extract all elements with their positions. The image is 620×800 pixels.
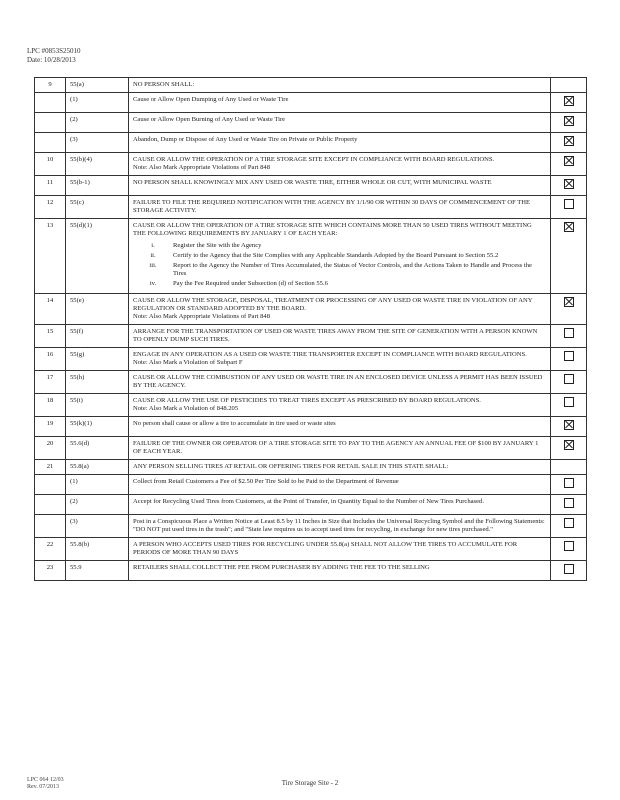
item-number: 17 xyxy=(35,371,66,394)
requirement-text: Register the Site with the Agency xyxy=(173,242,262,249)
violation-text: ANY PERSON SELLING TIRES AT RETAIL OR OFFERING TIRES FOR RETAIL SALE IN THIS STATE SHALL: xyxy=(133,463,449,470)
unchecked-checkbox[interactable] xyxy=(564,478,574,488)
violation-description xyxy=(129,348,551,371)
requirement-numeral: iv. xyxy=(149,280,157,287)
item-number: 10 xyxy=(35,153,66,176)
item-number: 21 xyxy=(35,460,66,475)
violation-text: FAILURE OF THE OWNER OR OPERATOR OF A TIRE STORAGE SITE TO PAY TO THE AGENCY AN ANNUAL FEE OF $100 BY JANUARY 1 OF EACH YEAR. xyxy=(133,440,539,455)
violation-row xyxy=(35,176,587,196)
unchecked-checkbox[interactable] xyxy=(564,564,574,574)
checked-checkbox[interactable] xyxy=(564,440,574,450)
violation-text: CAUSE OR ALLOW THE USE OF PESTICIDES TO TREAT TIRES EXCEPT AS PRESCRIBED BY BOARD REGULATIONS. xyxy=(133,397,481,404)
unchecked-checkbox[interactable] xyxy=(564,397,574,407)
requirement-text: Report to the Agency the Number of Tires Accumulated, the Status of Vector Controls, and the Actions Taken to Handle and Process the Tires xyxy=(173,262,532,277)
checked-checkbox[interactable] xyxy=(564,297,574,307)
checked-checkbox[interactable] xyxy=(564,222,574,232)
item-number xyxy=(35,133,66,153)
requirement-item xyxy=(133,262,546,278)
violation-text: CAUSE OR ALLOW THE STORAGE, DISPOSAL, TREATMENT OR PROCESSING OF ANY USED OR WASTE TIRE IN VIOLATION OF ANY REGULATION OR STANDARD ADOPTED BY THE BOARD. xyxy=(133,297,533,312)
violation-row xyxy=(35,153,587,176)
violation-description xyxy=(129,371,551,394)
violation-row xyxy=(35,495,587,515)
footer-revision: Rev. 07/2013 xyxy=(27,784,59,790)
checked-checkbox[interactable] xyxy=(564,156,574,166)
header-date: Date: 10/28/2013 xyxy=(27,56,76,64)
header-lpc-number: LPC #0853S25010 xyxy=(27,47,81,55)
violation-row xyxy=(35,93,587,113)
unchecked-checkbox[interactable] xyxy=(564,199,574,209)
violation-text: Cause or Allow Open Dumping of Any Used or Waste Tire xyxy=(133,96,289,103)
violation-description xyxy=(129,294,551,325)
violation-note: Note: Also Mark a Violation of 848.205 xyxy=(133,405,239,412)
item-number: 15 xyxy=(35,325,66,348)
unchecked-checkbox[interactable] xyxy=(564,541,574,551)
violation-row xyxy=(35,219,587,294)
section-reference: 55(a) xyxy=(66,78,129,93)
violation-row xyxy=(35,348,587,371)
checkbox-cell xyxy=(551,93,587,113)
section-reference: (1) xyxy=(66,93,129,113)
checkbox-cell xyxy=(551,538,587,561)
checkbox-cell xyxy=(551,371,587,394)
requirement-text: Certify to the Agency that the Site Complies with any Applicable Standards Adopted by the Board Pursuant to Section 55.2 xyxy=(173,252,499,259)
violation-description xyxy=(129,460,551,475)
violation-row xyxy=(35,475,587,495)
violation-description xyxy=(129,538,551,561)
violation-row xyxy=(35,78,587,93)
violation-text: Post in a Conspicuous Place a Written Notice at Least 8.5 by 11 Inches in Size that Includes the Universal Recycling Symbol and the Following Statements: "DO NOT put used tires in the trash"; and "State law requires us to accept used tires for recycling, in exchange for new tires purchased." xyxy=(133,518,545,533)
item-number xyxy=(35,113,66,133)
checkbox-cell xyxy=(551,460,587,475)
section-reference: 55(e) xyxy=(66,294,129,325)
violation-row xyxy=(35,196,587,219)
checkbox-cell xyxy=(551,515,587,538)
violation-text: RETAILERS SHALL COLLECT THE FEE FROM PURCHASER BY ADDING THE FEE TO THE SELLING xyxy=(133,564,430,571)
section-reference: 55.8(a) xyxy=(66,460,129,475)
requirement-item xyxy=(133,280,546,288)
violation-row xyxy=(35,294,587,325)
violation-description xyxy=(129,325,551,348)
checkbox-cell xyxy=(551,196,587,219)
checkbox-cell xyxy=(551,325,587,348)
footer-page-label: Tire Storage Site - 2 xyxy=(281,779,339,787)
item-number: 9 xyxy=(35,78,66,93)
violation-description xyxy=(129,495,551,515)
violation-description xyxy=(129,133,551,153)
checkbox-cell xyxy=(551,176,587,196)
violation-text: Collect from Retail Customers a Fee of $2.50 Per Tire Sold to be Paid to the Department of Revenue xyxy=(133,478,399,485)
unchecked-checkbox[interactable] xyxy=(564,374,574,384)
violation-text: Abandon, Dump or Dispose of Any Used or Waste Tire on Private or Public Property xyxy=(133,136,358,143)
item-number: 22 xyxy=(35,538,66,561)
checkbox-cell xyxy=(551,394,587,417)
unchecked-checkbox[interactable] xyxy=(564,328,574,338)
section-reference: (3) xyxy=(66,133,129,153)
violation-description xyxy=(129,417,551,437)
item-number: 18 xyxy=(35,394,66,417)
item-number: 20 xyxy=(35,437,66,460)
checked-checkbox[interactable] xyxy=(564,116,574,126)
violation-description xyxy=(129,515,551,538)
item-number: 12 xyxy=(35,196,66,219)
violation-description xyxy=(129,93,551,113)
violation-row xyxy=(35,113,587,133)
unchecked-checkbox[interactable] xyxy=(564,351,574,361)
violation-text: Accept for Recycling Used Tires from Customers, at the Point of Transfer, in Quantity Equal to the Number of New Tires Purchased. xyxy=(133,498,484,505)
violation-description xyxy=(129,394,551,417)
violation-row xyxy=(35,325,587,348)
section-reference: 55.8(b) xyxy=(66,538,129,561)
item-number: 11 xyxy=(35,176,66,196)
section-reference: 55(d)(1) xyxy=(66,219,129,294)
section-reference: 55(f) xyxy=(66,325,129,348)
requirement-numeral: ii. xyxy=(150,252,156,259)
section-reference: (3) xyxy=(66,515,129,538)
checkbox-cell xyxy=(551,417,587,437)
violation-text: ARRANGE FOR THE TRANSPORTATION OF USED OR WASTE TIRES AWAY FROM THE SITE OF GENERATION WITH A PERSON KNOWN TO OPENLY DUMP SUCH TIRES. xyxy=(133,328,538,343)
item-number: 16 xyxy=(35,348,66,371)
item-number xyxy=(35,495,66,515)
violation-description xyxy=(129,219,551,294)
section-reference: (2) xyxy=(66,495,129,515)
violation-text: CAUSE OR ALLOW THE OPERATION OF A TIRE STORAGE SITE EXCEPT IN COMPLIANCE WITH BOARD REGULATIONS. xyxy=(133,156,495,163)
section-reference: 55(b-1) xyxy=(66,176,129,196)
violation-row xyxy=(35,133,587,153)
violation-text: NO PERSON SHALL KNOWINGLY MIX ANY USED OR WASTE TIRE, EITHER WHOLE OR CUT, WITH MUNICIPAL WASTE xyxy=(133,179,492,186)
violation-row xyxy=(35,460,587,475)
checkbox-cell xyxy=(551,348,587,371)
violation-row xyxy=(35,561,587,581)
violation-text: No person shall cause or allow a tire to accumulate in tire used or waste sites xyxy=(133,420,336,427)
violation-description xyxy=(129,475,551,495)
unchecked-checkbox[interactable] xyxy=(564,518,574,528)
violation-description xyxy=(129,153,551,176)
violation-text: CAUSE OR ALLOW THE COMBUSTION OF ANY USED OR WASTE TIRE IN AN ENCLOSED DEVICE UNLESS A PERMIT HAS BEEN ISSUED BY THE AGENCY. xyxy=(133,374,543,389)
section-reference: 55(h) xyxy=(66,371,129,394)
item-number: 13 xyxy=(35,219,66,294)
violation-note: Note: Also Mark a Violation of Subpart F xyxy=(133,359,243,366)
violation-text: ENGAGE IN ANY OPERATION AS A USED OR WASTE TIRE TRANSPORTER EXCEPT IN COMPLIANCE WITH BOARD REGULATIONS. xyxy=(133,351,527,358)
violation-row xyxy=(35,371,587,394)
violation-note: Note: Also Mark Appropriate Violations of Part 848 xyxy=(133,313,271,320)
violation-text: CAUSE OR ALLOW THE OPERATION OF A TIRE STORAGE SITE WHICH CONTAINS MORE THAN 50 USED TIRES WITHOUT MEETING THE FOLLOWING REQUIREMENTS BY JANUARY 1 OF EACH YEAR: xyxy=(133,222,532,237)
violation-text: A PERSON WHO ACCEPTS USED TIRES FOR RECYCLING UNDER 55.8(a) SHALL NOT ALLOW THE TIRES TO ACCUMULATE FOR PERIODS OF MORE THAN 90 DAYS xyxy=(133,541,518,556)
requirement-item xyxy=(133,252,546,260)
checkbox-cell xyxy=(551,495,587,515)
section-reference: 55(b)(4) xyxy=(66,153,129,176)
item-number: 14 xyxy=(35,294,66,325)
requirement-numeral: iii. xyxy=(149,262,157,269)
requirement-numeral: i. xyxy=(151,242,155,249)
violation-description xyxy=(129,437,551,460)
violations-table xyxy=(34,77,587,581)
checked-checkbox[interactable] xyxy=(564,420,574,430)
document-header xyxy=(27,47,80,65)
section-reference: 55(i) xyxy=(66,394,129,417)
checkbox-cell xyxy=(551,133,587,153)
checkbox-cell xyxy=(551,294,587,325)
checkbox-cell xyxy=(551,78,587,93)
violation-text: Cause or Allow Open Burning of Any Used or Waste Tire xyxy=(133,116,286,123)
violation-note: Note: Also Mark Appropriate Violations of Part 848 xyxy=(133,164,271,171)
checked-checkbox[interactable] xyxy=(564,96,574,106)
checkbox-cell xyxy=(551,153,587,176)
footer-form-number: LPC 064 12/03 xyxy=(27,777,64,783)
section-reference: 55(k)(1) xyxy=(66,417,129,437)
violation-row xyxy=(35,394,587,417)
violation-row xyxy=(35,515,587,538)
checkbox-cell xyxy=(551,113,587,133)
item-number: 19 xyxy=(35,417,66,437)
violation-description xyxy=(129,561,551,581)
violation-description xyxy=(129,176,551,196)
section-reference: 55.9 xyxy=(66,561,129,581)
violation-description xyxy=(129,196,551,219)
violation-row xyxy=(35,437,587,460)
item-number xyxy=(35,93,66,113)
violation-text: FAILURE TO FILE THE REQUIRED NOTIFICATION WITH THE AGENCY BY 1/1/90 OR WITHIN 30 DAYS OF COMMENCEMENT OF THE STORAGE ACTIVITY. xyxy=(133,199,531,214)
requirement-item xyxy=(133,242,546,250)
section-reference: 55(c) xyxy=(66,196,129,219)
checkbox-cell xyxy=(551,219,587,294)
checkbox-cell xyxy=(551,475,587,495)
violation-text: NO PERSON SHALL: xyxy=(133,81,195,88)
checked-checkbox[interactable] xyxy=(564,136,574,146)
violation-description xyxy=(129,113,551,133)
checkbox-cell xyxy=(551,437,587,460)
violation-row xyxy=(35,538,587,561)
item-number xyxy=(35,475,66,495)
checked-checkbox[interactable] xyxy=(564,179,574,189)
section-reference: (2) xyxy=(66,113,129,133)
section-reference: (1) xyxy=(66,475,129,495)
section-reference: 55.6(d) xyxy=(66,437,129,460)
checkbox-cell xyxy=(551,561,587,581)
unchecked-checkbox[interactable] xyxy=(564,498,574,508)
item-number: 23 xyxy=(35,561,66,581)
violation-description xyxy=(129,78,551,93)
requirement-text: Pay the Fee Required under Subsection (d) of Section 55.6 xyxy=(173,280,328,287)
section-reference: 55(g) xyxy=(66,348,129,371)
violation-row xyxy=(35,417,587,437)
item-number xyxy=(35,515,66,538)
requirement-list xyxy=(133,242,546,288)
